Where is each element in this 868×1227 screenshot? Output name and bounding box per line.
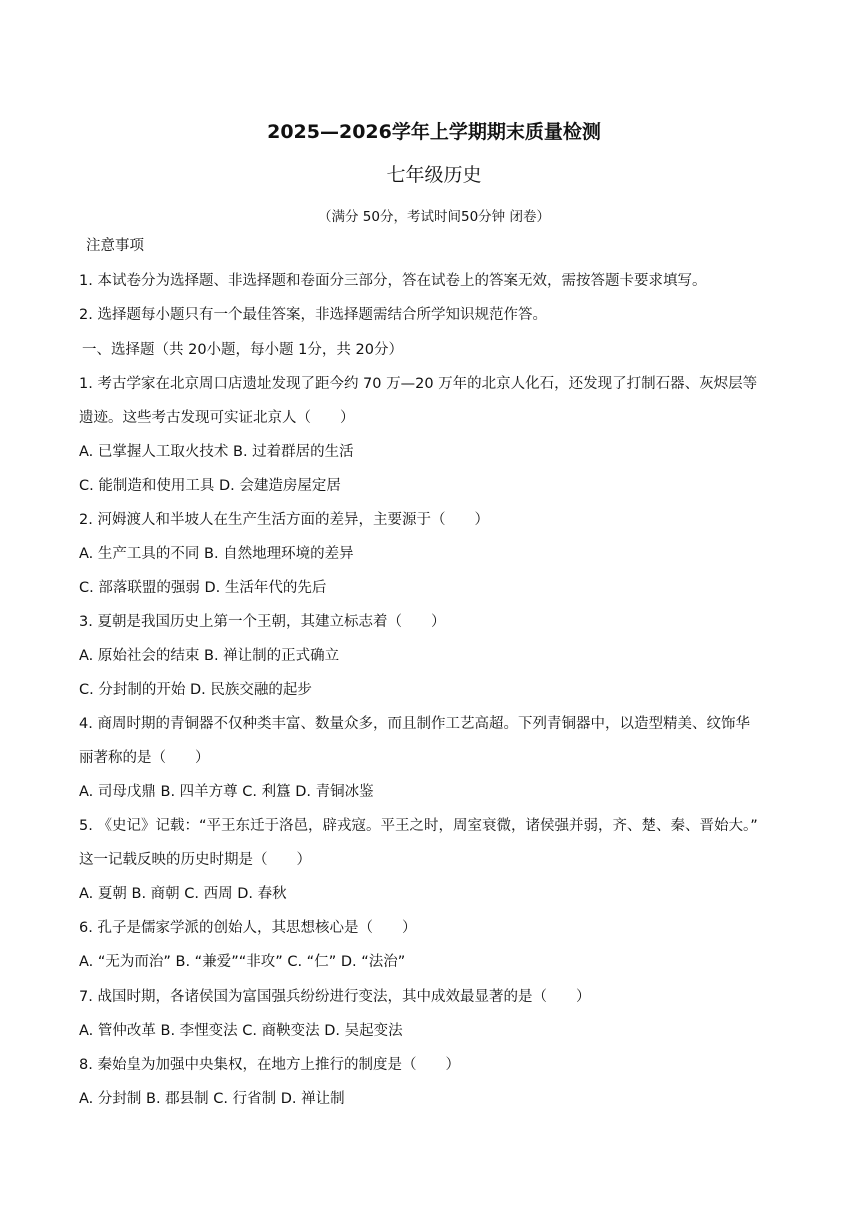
question-stem: 1. 考古学家在北京周口店遗址发现了距今约 70 万—20 万年的北京人化石，还发现了打制石器、灰烬层等	[79, 376, 758, 392]
question-stem: 5. 《史记》记载：“平王东迁于洛邑，辟戎寇。平王之时，周室衰微，诸侯强并弱，齐、楚、秦、晋始大。”	[79, 818, 758, 834]
question-stem: 这一记载反映的历史时期是（ ）	[79, 852, 311, 868]
question-stem: 6. 孔子是儒家学派的创始人，其思想核心是（ ）	[79, 920, 417, 936]
exam-title: 2025—2026学年上学期期末质量检测	[267, 121, 601, 143]
exam-subject: 七年级历史	[386, 164, 482, 186]
question-stem: 2. 河姆渡人和半坡人在生产生活方面的差异，主要源于（ ）	[79, 512, 489, 528]
notice-heading: 注意事项	[86, 238, 144, 254]
question-options: A. 原始社会的结束 B. 禅让制的正式确立	[79, 648, 340, 664]
question-options: A. 已掌握人工取火技术 B. 过着群居的生活	[79, 444, 354, 460]
question-options: C. 分封制的开始 D. 民族交融的起步	[79, 682, 312, 698]
notice-item: 1. 本试卷分为选择题、非选择题和卷面分三部分，答在试卷上的答案无效，需按答题卡要求填写。	[79, 273, 707, 289]
exam-note: （满分 50分，考试时间50分钟 闭卷）	[318, 209, 550, 225]
question-options: A. “无为而治” B. “兼爱”“非攻” C. “仁” D. “法治”	[79, 954, 406, 970]
question-stem: 丽著称的是（ ）	[79, 750, 210, 766]
question-stem: 3. 夏朝是我国历史上第一个王朝，其建立标志着（ ）	[79, 614, 446, 630]
question-stem: 8. 秦始皇为加强中央集权，在地方上推行的制度是（ ）	[79, 1057, 460, 1073]
question-options: A. 夏朝 B. 商朝 C. 西周 D. 春秋	[79, 886, 287, 902]
question-options: A. 司母戊鼎 B. 四羊方尊 C. 利簋 D. 青铜冰鉴	[79, 784, 374, 800]
question-stem: 7. 战国时期，各诸侯国为富国强兵纷纷进行变法，其中成效最显著的是（ ）	[79, 989, 591, 1005]
question-options: C. 部落联盟的强弱 D. 生活年代的先后	[79, 580, 327, 596]
question-options: C. 能制造和使用工具 D. 会建造房屋定居	[79, 478, 341, 494]
section-heading: 一、选择题（共 20小题，每小题 1分，共 20分）	[82, 342, 403, 358]
question-options: A. 生产工具的不同 B. 自然地理环境的差异	[79, 546, 354, 562]
question-options: A. 管仲改革 B. 李悝变法 C. 商鞅变法 D. 吴起变法	[79, 1023, 403, 1039]
question-options: A. 分封制 B. 郡县制 C. 行省制 D. 禅让制	[79, 1091, 345, 1107]
notice-item: 2. 选择题每小题只有一个最佳答案，非选择题需结合所学知识规范作答。	[79, 307, 547, 323]
question-stem: 4. 商周时期的青铜器不仅种类丰富、数量众多，而且制作工艺高超。下列青铜器中，以造型精美、纹饰华	[79, 716, 750, 732]
question-stem: 遗迹。这些考古发现可实证北京人（ ）	[79, 410, 355, 426]
